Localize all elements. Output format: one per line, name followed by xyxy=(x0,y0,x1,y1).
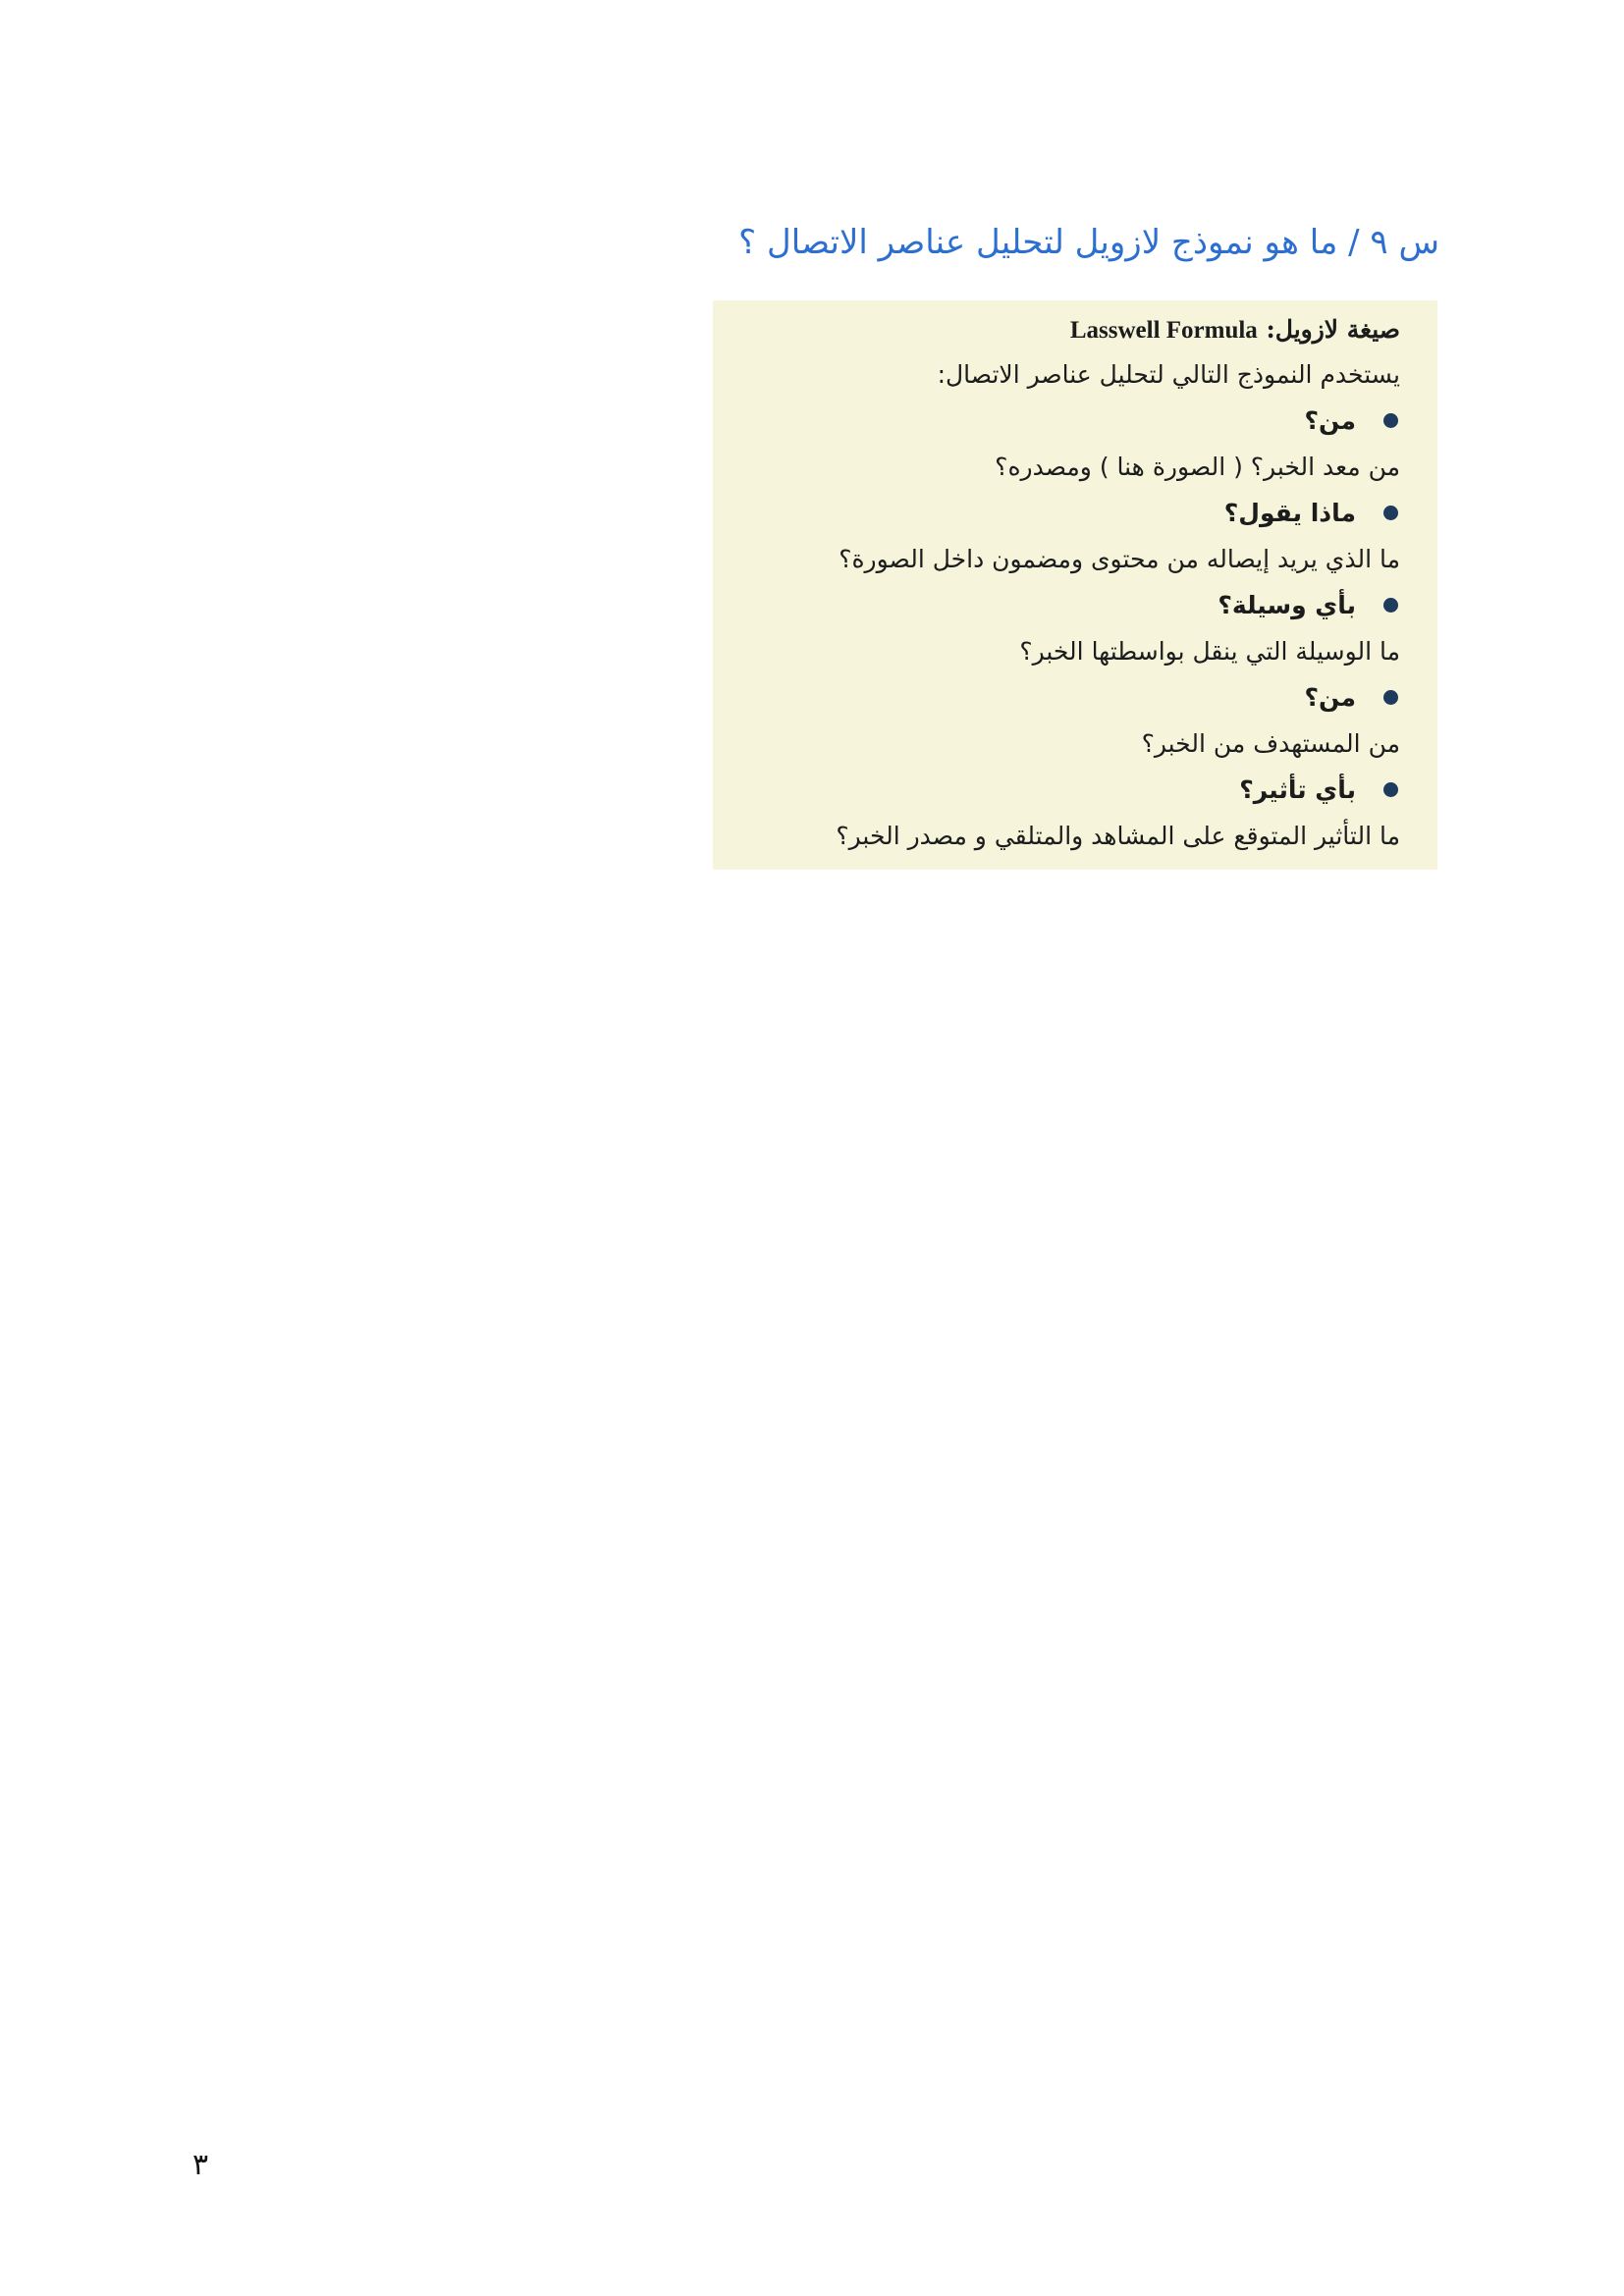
item-description: ما الوسيلة التي ينقل بواسطتها الخبر؟ xyxy=(1019,637,1400,666)
item-heading-label: ماذا يقول؟ xyxy=(1223,499,1356,527)
item-heading-says-what xyxy=(732,490,1400,536)
box-title xyxy=(732,308,1400,351)
bullet-icon xyxy=(1383,506,1398,520)
bullet-icon xyxy=(1383,782,1398,797)
item-description: ما التأثير المتوقع على المشاهد والمتلقي و مصدر الخبر؟ xyxy=(836,822,1400,850)
bullet-icon xyxy=(1383,413,1398,428)
question-heading: س ٩ / ما هو نموذج لازويل لتحليل عناصر الاتصال ؟ xyxy=(738,223,1439,262)
item-heading-who xyxy=(732,398,1400,444)
box-title-arabic: صيغة لازويل: xyxy=(1266,315,1400,344)
item-heading-to-whom xyxy=(732,674,1400,721)
item-heading-label: بأي تأثير؟ xyxy=(1239,775,1356,804)
page-number: ٣ xyxy=(192,2148,209,2182)
box-intro: يستخدم النموذج التالي لتحليل عناصر الاتصال: xyxy=(937,360,1400,389)
bullet-icon xyxy=(1383,690,1398,705)
lasswell-formula-box xyxy=(713,300,1437,870)
item-heading-label: من؟ xyxy=(1304,406,1356,435)
item-heading-with-what-effect xyxy=(732,767,1400,813)
box-title-latin: Lasswell Formula xyxy=(1069,317,1258,344)
item-description: ما الذي يريد إيصاله من محتوى ومضمون داخل الصورة؟ xyxy=(839,545,1400,573)
item-heading-which-channel xyxy=(732,582,1400,628)
item-description: من المستهدف من الخبر؟ xyxy=(1141,729,1400,758)
item-heading-label: بأي وسيلة؟ xyxy=(1218,591,1356,619)
bullet-icon xyxy=(1383,598,1398,613)
item-description: من معد الخبر؟ ( الصورة هنا ) ومصدره؟ xyxy=(995,453,1400,481)
item-heading-label: من؟ xyxy=(1304,683,1356,712)
